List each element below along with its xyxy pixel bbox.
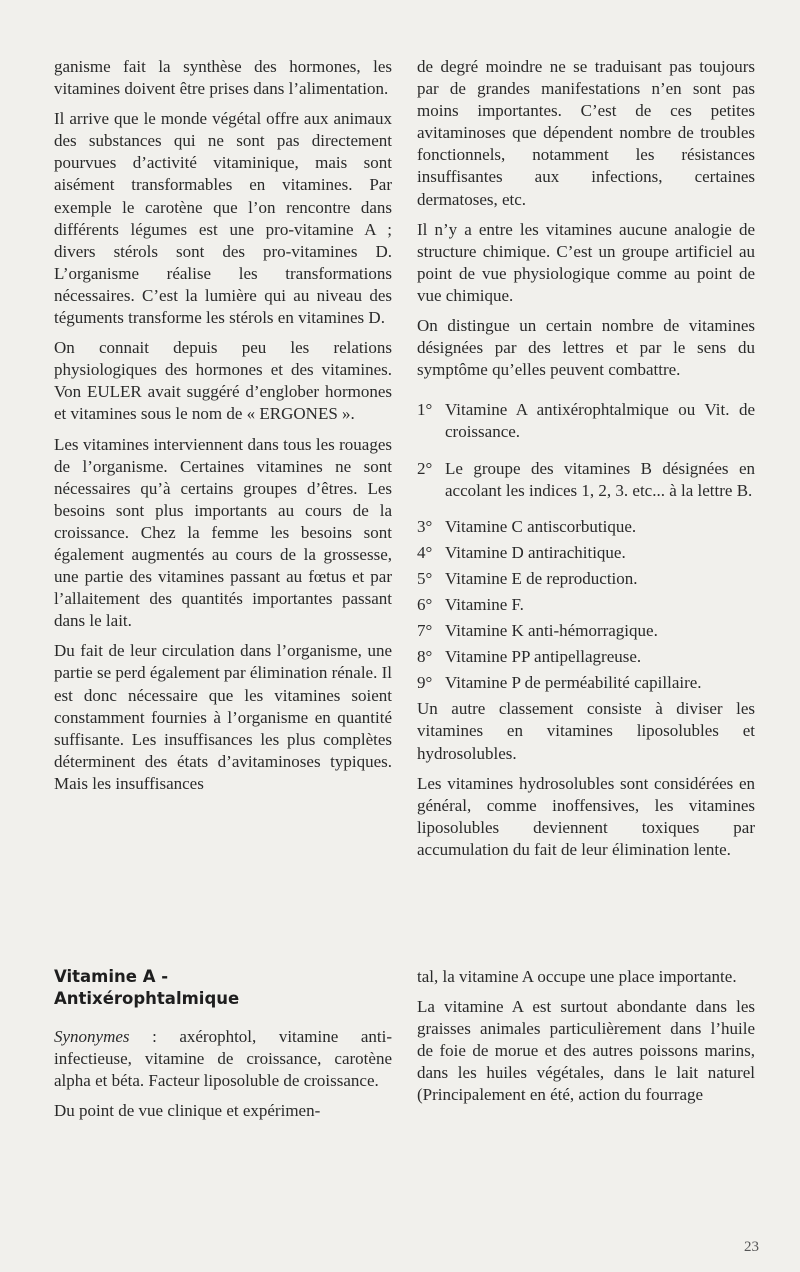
list-item	[417, 646, 755, 668]
section-left-column	[54, 1026, 392, 1130]
list-text: Vitamine K anti-hémorragique.	[445, 621, 658, 641]
list-item	[417, 458, 755, 502]
list-item	[417, 542, 755, 564]
list-item	[417, 620, 755, 642]
list-text: Vitamine P de perméabilité capillaire.	[445, 673, 702, 693]
list-number: 2°	[417, 458, 433, 478]
list-number: 5°	[417, 568, 433, 588]
paragraph: de degré moindre ne se traduisant pas toujours par de grandes manifestations n’en sont pas moins importantes. C’est de ces petites avitaminoses que dépendent nombre de troubles fonctionnels, notamment les résistances insuffisantes aux infections, certaines dermatoses, etc.	[417, 57, 755, 209]
paragraph: Un autre classement consiste à diviser les vitamines en vitamines liposolubles et hydrosolubles.	[417, 699, 755, 763]
left-column	[54, 56, 392, 803]
paragraph: Il n’y a entre les vitamines aucune analogie de structure chimique. C’est un groupe artificiel au point de vue physiologique comme au point de vue chimique.	[417, 219, 755, 305]
list-number: 7°	[417, 621, 433, 641]
paragraph: Du point de vue clinique et expérimen-	[54, 1101, 321, 1121]
paragraph: On connait depuis peu les relations physiologiques des hormones et des vitamines. Von EULER avait suggéré d’englober hormones et vitamines sous le nom de « ERGONES ».	[54, 338, 392, 424]
page-number: 23	[744, 1239, 759, 1255]
list-number: 1°	[417, 400, 433, 420]
list-text: Vitamine E de reproduction.	[445, 568, 638, 588]
spacer	[417, 389, 755, 399]
synonyms-paragraph	[54, 1026, 392, 1092]
list-item	[417, 594, 755, 616]
list-text: Vitamine C antiscorbutique.	[445, 516, 637, 536]
spacer	[417, 448, 755, 458]
paragraph: Les vitamines interviennent dans tous les rouages de l’organisme. Certaines vitamines ne sont nécessaires qu’à certains groupes d’êtres. Les besoins sont plus importants au cours de la croissance. Chez la femme les besoins sont également augmentés au cours de la grossesse, une partie des vitamines passant au fœtus et par l’allaitement des quantités importantes passant dans le lait.	[54, 434, 392, 631]
paragraph: La vitamine A est surtout abondante dans les graisses animales particulièrement dans l’huile de foie de morue et des autres poissons marins, dans les huiles végétales, dans le lait naturel (Principalement en été, action du fourrage	[417, 997, 755, 1105]
list-text: Vitamine F.	[445, 594, 524, 614]
list-item	[417, 399, 755, 443]
paragraph: Du fait de leur circulation dans l’organisme, une partie se perd également par élimination rénale. Il est donc nécessaire que les vitamines soient constamment fournies à l’organisme en quantité suffisante. Les insuffisances les plus complètes déterminent des états d’avitaminoses typiques. Mais les insuffisances	[54, 641, 392, 793]
section-heading: Vitamine A - Antixérophtalmique	[54, 967, 240, 1008]
list-text: Vitamine A antixérophtalmique ou Vit. de croissance.	[445, 400, 755, 442]
synonyms-label: Synonymes	[54, 1027, 130, 1046]
list-item	[417, 568, 755, 590]
list-number: 3°	[417, 516, 433, 536]
spacer	[417, 506, 755, 516]
list-text: Vitamine D antirachitique.	[445, 542, 626, 562]
paragraph: Il arrive que le monde végétal offre aux animaux des substances qui ne sont pas directement pourvues d’activité vitaminique, mais sont aisément transformables en vitamines. Par exemple le carotène que l’on rencontre dans différents légumes est une pro-vitamine A ; divers stérols sont des pro-vitamines D. L’organisme réalise les transformations nécessaires. C’est la lumière qui au niveau des téguments transforme les stérols en vitamines D.	[54, 109, 392, 328]
paragraph: tal, la vitamine A occupe une place importante.	[417, 967, 737, 986]
list-number: 6°	[417, 594, 433, 614]
section-right-column	[417, 966, 755, 1115]
paragraph: On distingue un certain nombre de vitamines désignées par des lettres et par le sens du symptôme qu’elles peuvent combattre.	[417, 316, 755, 380]
list-item	[417, 516, 755, 538]
list-number: 9°	[417, 673, 433, 693]
vitamin-list	[417, 399, 755, 694]
paragraph: Les vitamines hydrosolubles sont considérées en général, comme inoffensives, les vitamines liposolubles deviennent toxiques par accumulation du fait de leur élimination lente.	[417, 773, 755, 859]
paragraph: ganisme fait la synthèse des hormones, les vitamines doivent être prises dans l’alimentation.	[54, 57, 392, 99]
list-number: 8°	[417, 647, 433, 667]
synonyms-text: : axérophtol, vitamine anti-infectieuse, vitamine de croissance, carotène alpha et béta. Facteur liposoluble de croissance.	[54, 1027, 392, 1091]
right-column	[417, 56, 755, 869]
list-text: Le groupe des vitamines B désignées en accolant les indices 1, 2, 3. etc... à la lettre B.	[445, 458, 755, 500]
list-item	[417, 672, 755, 694]
list-number: 4°	[417, 542, 433, 562]
list-text: Vitamine PP antipellagreuse.	[445, 647, 642, 667]
